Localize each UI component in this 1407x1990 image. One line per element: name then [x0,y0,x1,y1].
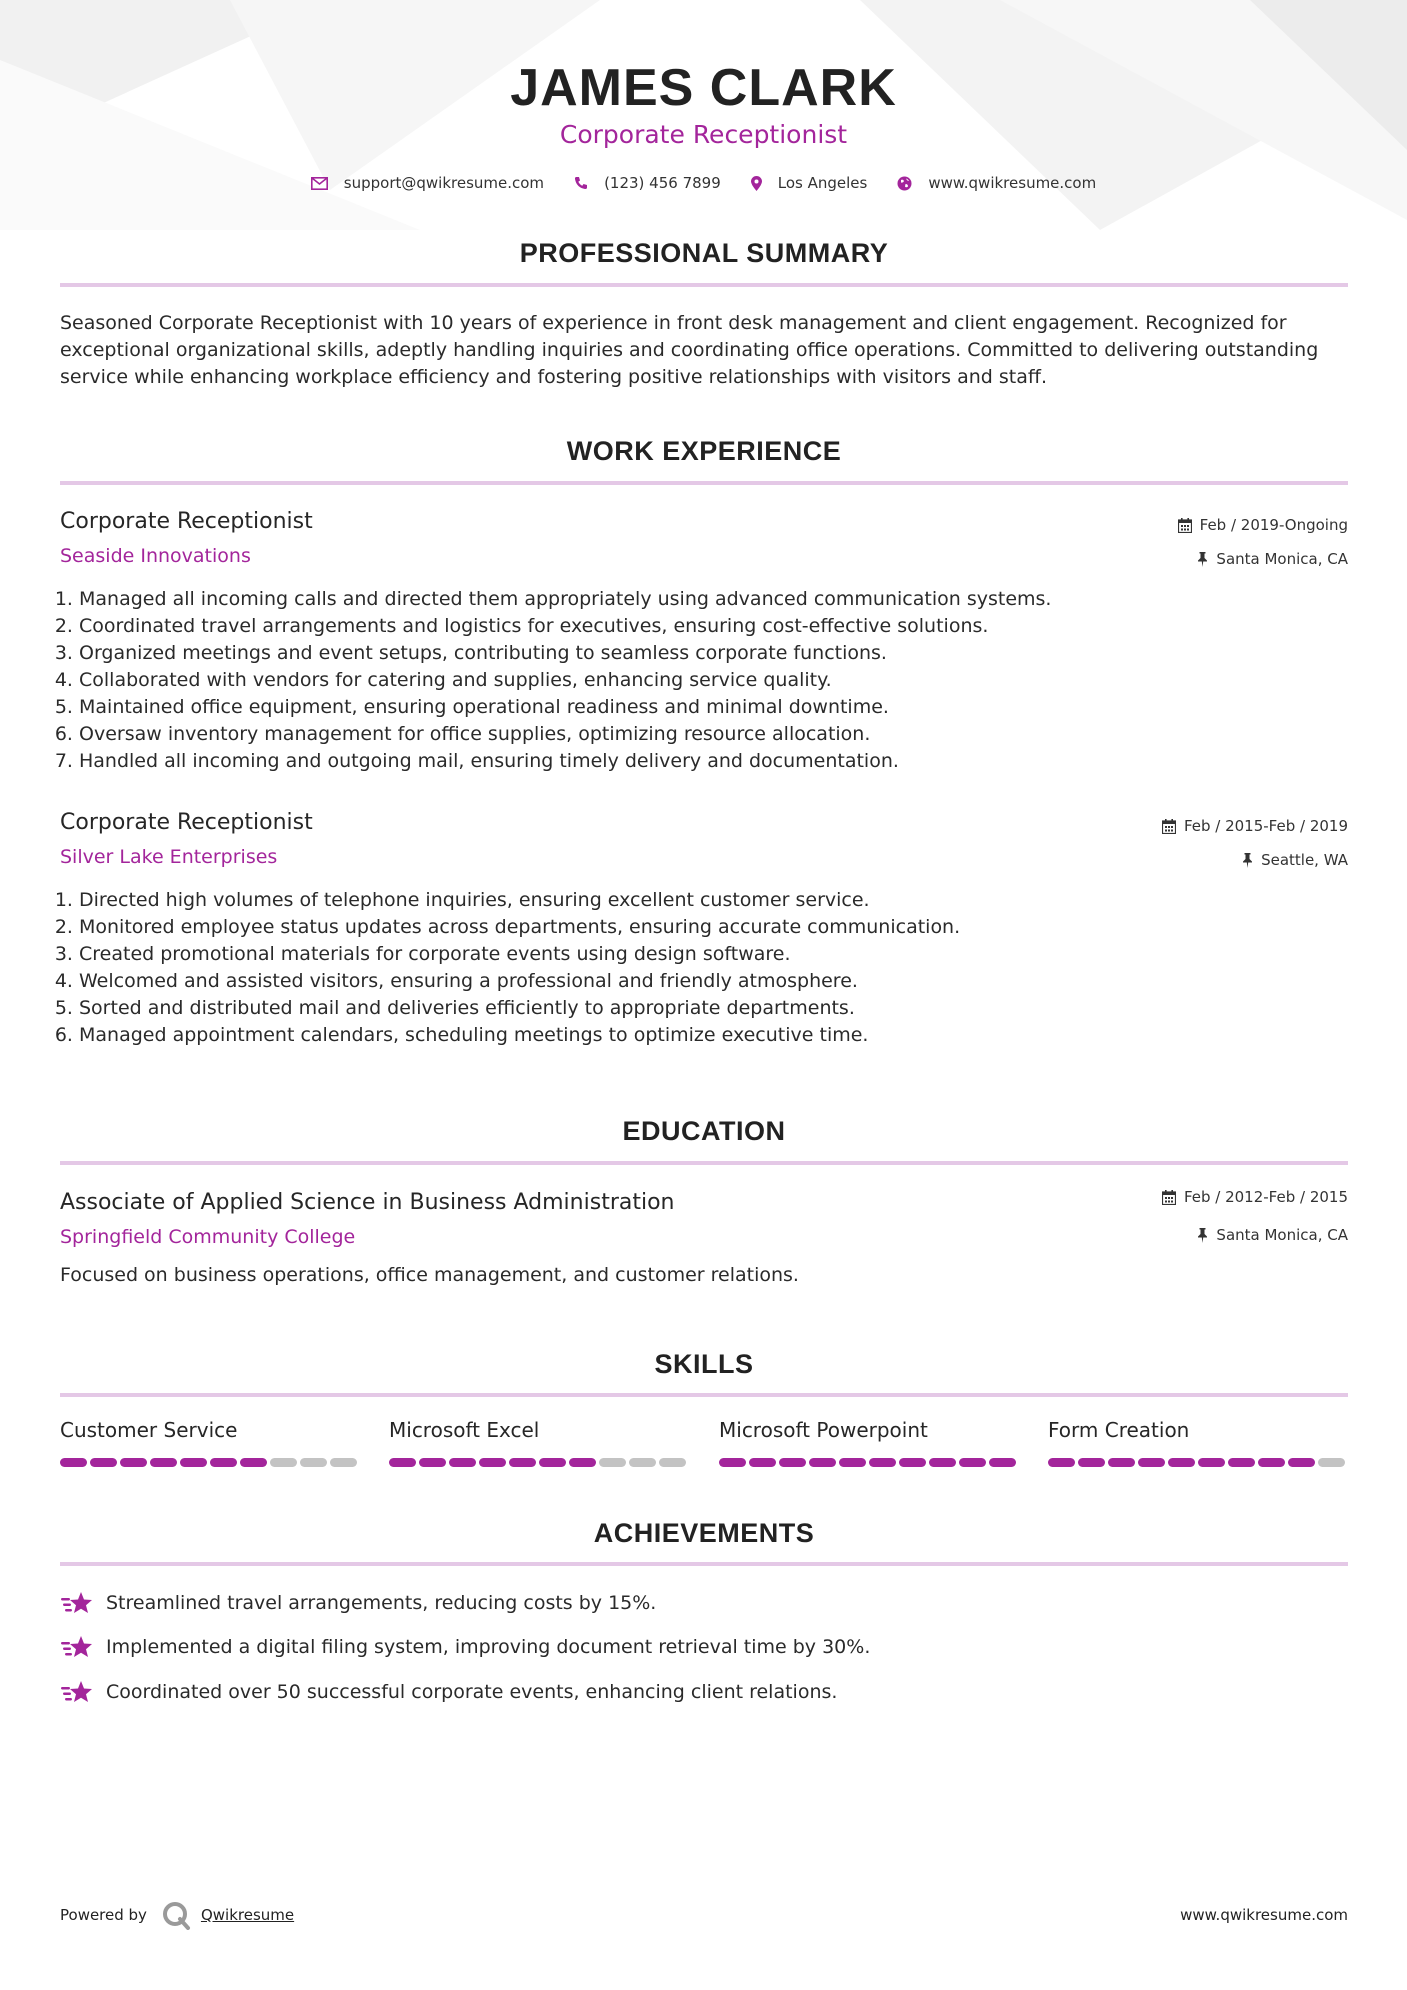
job-location [1197,550,1348,568]
skill-segment-filled [449,1458,476,1467]
job-duties-list [55,586,1339,775]
achievement-text: Implemented a digital filing system, improving document retrieval time by 30%. [106,1636,871,1658]
skill-segment-filled [809,1458,836,1467]
summary-heading: PROFESSIONAL SUMMARY [519,238,889,268]
skills-divider [60,1393,1348,1397]
website-text: www.qwikresume.com [928,174,1097,192]
skill-segment-filled [419,1458,446,1467]
skill-name: Microsoft Excel [389,1418,540,1442]
skill-segment-filled [389,1458,416,1467]
skill-segment-empty [659,1458,686,1467]
skill-segment-empty [330,1458,357,1467]
job-title: Corporate Receptionist [60,509,313,534]
pushpin-icon [1197,1228,1208,1243]
list-item: 1. Managed all incoming calls and directed them appropriately using advanced communication systems. [79,586,1339,613]
calendar-icon [1162,819,1176,834]
skill-name: Customer Service [60,1418,238,1442]
achievement-item [60,1634,870,1660]
skill-segment-filled [1138,1458,1165,1467]
summary-text: Seasoned Corporate Receptionist with 10 years of experience in front desk management and client engagement. Recognized for exceptional organizational skills, adeptly handling inquiries and coordinating office operations. Committed to delivering outstanding service while enhancing workplace efficiency and fostering positive relationships with visitors and staff. [60,312,1319,388]
skill-segment-filled [180,1458,207,1467]
achievement-text: Streamlined travel arrangements, reducing costs by 15%. [106,1592,657,1614]
skill-level-bar [389,1458,689,1467]
skill-segment-filled [120,1458,147,1467]
list-item: 4. Collaborated with vendors for catering and supplies, enhancing service quality. [79,667,1339,694]
footer-brand-link[interactable]: Qwikresume [200,1906,295,1924]
qwikresume-logo-icon [161,1900,191,1930]
skill-segment-filled [479,1458,506,1467]
list-item: 6. Managed appointment calendars, scheduling meetings to optimize executive time. [79,1022,1339,1049]
skill-name: Form Creation [1048,1418,1190,1442]
footer-website[interactable]: www.qwikresume.com [1180,1906,1348,1924]
experience-heading: WORK EXPERIENCE [566,436,842,466]
job-dates-text: Feb / 2019-Ongoing [1199,516,1348,534]
skill-segment-filled [569,1458,596,1467]
skill-segment-filled [779,1458,806,1467]
skill-segment-empty [270,1458,297,1467]
contact-phone[interactable] [574,174,721,192]
skill-segment-filled [1048,1458,1075,1467]
education-description: Focused on business operations, office management, and customer relations. [60,1264,799,1286]
achievement-item [60,1679,837,1705]
shooting-star-icon [60,1679,94,1705]
pushpin-icon [1242,853,1253,868]
calendar-icon [1178,518,1192,533]
achievements-heading: ACHIEVEMENTS [593,1518,815,1548]
skill-segment-filled [1288,1458,1315,1467]
contact-location [751,174,868,192]
skill-segment-filled [839,1458,866,1467]
email-text: support@qwikresume.com [343,174,545,192]
skill-item [719,1418,1019,1467]
skill-segment-filled [240,1458,267,1467]
skill-segment-filled [1108,1458,1135,1467]
job-dates [1162,817,1348,835]
education-heading: EDUCATION [622,1116,786,1146]
list-item: 4. Welcomed and assisted visitors, ensuring a professional and friendly atmosphere. [79,968,1339,995]
candidate-name: JAMES CLARK [510,59,897,117]
skill-segment-filled [150,1458,177,1467]
education-divider [60,1161,1348,1165]
skill-segment-filled [719,1458,746,1467]
skill-level-bar [719,1458,1019,1467]
skill-segment-filled [1198,1458,1225,1467]
skill-segment-filled [1228,1458,1255,1467]
shooting-star-icon [60,1590,94,1616]
job-location-text: Santa Monica, CA [1216,550,1348,568]
skill-segment-empty [629,1458,656,1467]
skill-segment-filled [929,1458,956,1467]
list-item: 5. Maintained office equipment, ensuring operational readiness and minimal downtime. [79,694,1339,721]
company-name: Seaside Innovations [60,545,251,567]
list-item: 7. Handled all incoming and outgoing mail, ensuring timely delivery and documentation. [79,748,1339,775]
globe-icon [897,176,912,191]
education-dates [1162,1188,1348,1206]
experience-divider [60,481,1348,485]
skill-item [1048,1418,1348,1467]
education-location-text: Santa Monica, CA [1216,1226,1348,1244]
skill-level-bar [1048,1458,1348,1467]
shooting-star-icon [60,1634,94,1660]
powered-by-label: Powered by [60,1906,147,1924]
school-name: Springfield Community College [60,1226,356,1248]
skill-segment-empty [1318,1458,1345,1467]
phone-text: (123) 456 7899 [604,174,721,192]
pushpin-icon [1197,552,1208,567]
job-duties-list [55,887,1339,1049]
skill-segment-filled [899,1458,926,1467]
education-dates-text: Feb / 2012-Feb / 2015 [1183,1188,1348,1206]
skill-segment-filled [509,1458,536,1467]
job-location [1242,851,1348,869]
contact-bar [0,174,1407,192]
skill-segment-filled [749,1458,776,1467]
list-item: 3. Organized meetings and event setups, contributing to seamless corporate functions. [79,640,1339,667]
degree-title: Associate of Applied Science in Business Administration [60,1190,675,1215]
job-dates [1178,516,1348,534]
list-item: 5. Sorted and distributed mail and deliveries efficiently to appropriate departments. [79,995,1339,1022]
list-item: 2. Monitored employee status updates across departments, ensuring accurate communication. [79,914,1339,941]
contact-website[interactable] [897,174,1096,192]
achievement-text: Coordinated over 50 successful corporate events, enhancing client relations. [106,1681,838,1703]
company-name: Silver Lake Enterprises [60,846,278,868]
calendar-icon [1162,1190,1176,1205]
skill-segment-filled [1258,1458,1285,1467]
skill-item [389,1418,689,1467]
skill-segment-filled [869,1458,896,1467]
list-item: 3. Created promotional materials for corporate events using design software. [79,941,1339,968]
skill-segment-empty [599,1458,626,1467]
envelope-icon [311,177,328,190]
skill-segment-filled [539,1458,566,1467]
contact-email[interactable] [311,174,544,192]
list-item: 1. Directed high volumes of telephone inquiries, ensuring excellent customer service. [79,887,1339,914]
skill-item [60,1418,360,1467]
job-dates-text: Feb / 2015-Feb / 2019 [1183,817,1348,835]
skill-segment-filled [1078,1458,1105,1467]
skills-heading: SKILLS [654,1349,754,1379]
skill-level-bar [60,1458,360,1467]
skill-segment-filled [90,1458,117,1467]
achievement-item [60,1590,656,1616]
skill-segment-filled [959,1458,986,1467]
education-location [1197,1226,1348,1244]
candidate-role: Corporate Receptionist [559,120,848,149]
skill-name: Microsoft Powerpoint [719,1418,928,1442]
job-location-text: Seattle, WA [1261,851,1348,869]
skill-segment-filled [210,1458,237,1467]
list-item: 6. Oversaw inventory management for office supplies, optimizing resource allocation. [79,721,1339,748]
phone-icon [574,176,588,190]
summary-divider [60,283,1348,287]
achievements-divider [60,1562,1348,1566]
location-text: Los Angeles [777,174,868,192]
skill-segment-empty [300,1458,327,1467]
skill-segment-filled [60,1458,87,1467]
job-title: Corporate Receptionist [60,810,313,835]
map-pin-icon [751,176,762,191]
skill-segment-filled [989,1458,1016,1467]
skill-segment-filled [1168,1458,1195,1467]
list-item: 2. Coordinated travel arrangements and logistics for executives, ensuring cost-effective solutions. [79,613,1339,640]
footer-branding [60,1900,294,1930]
